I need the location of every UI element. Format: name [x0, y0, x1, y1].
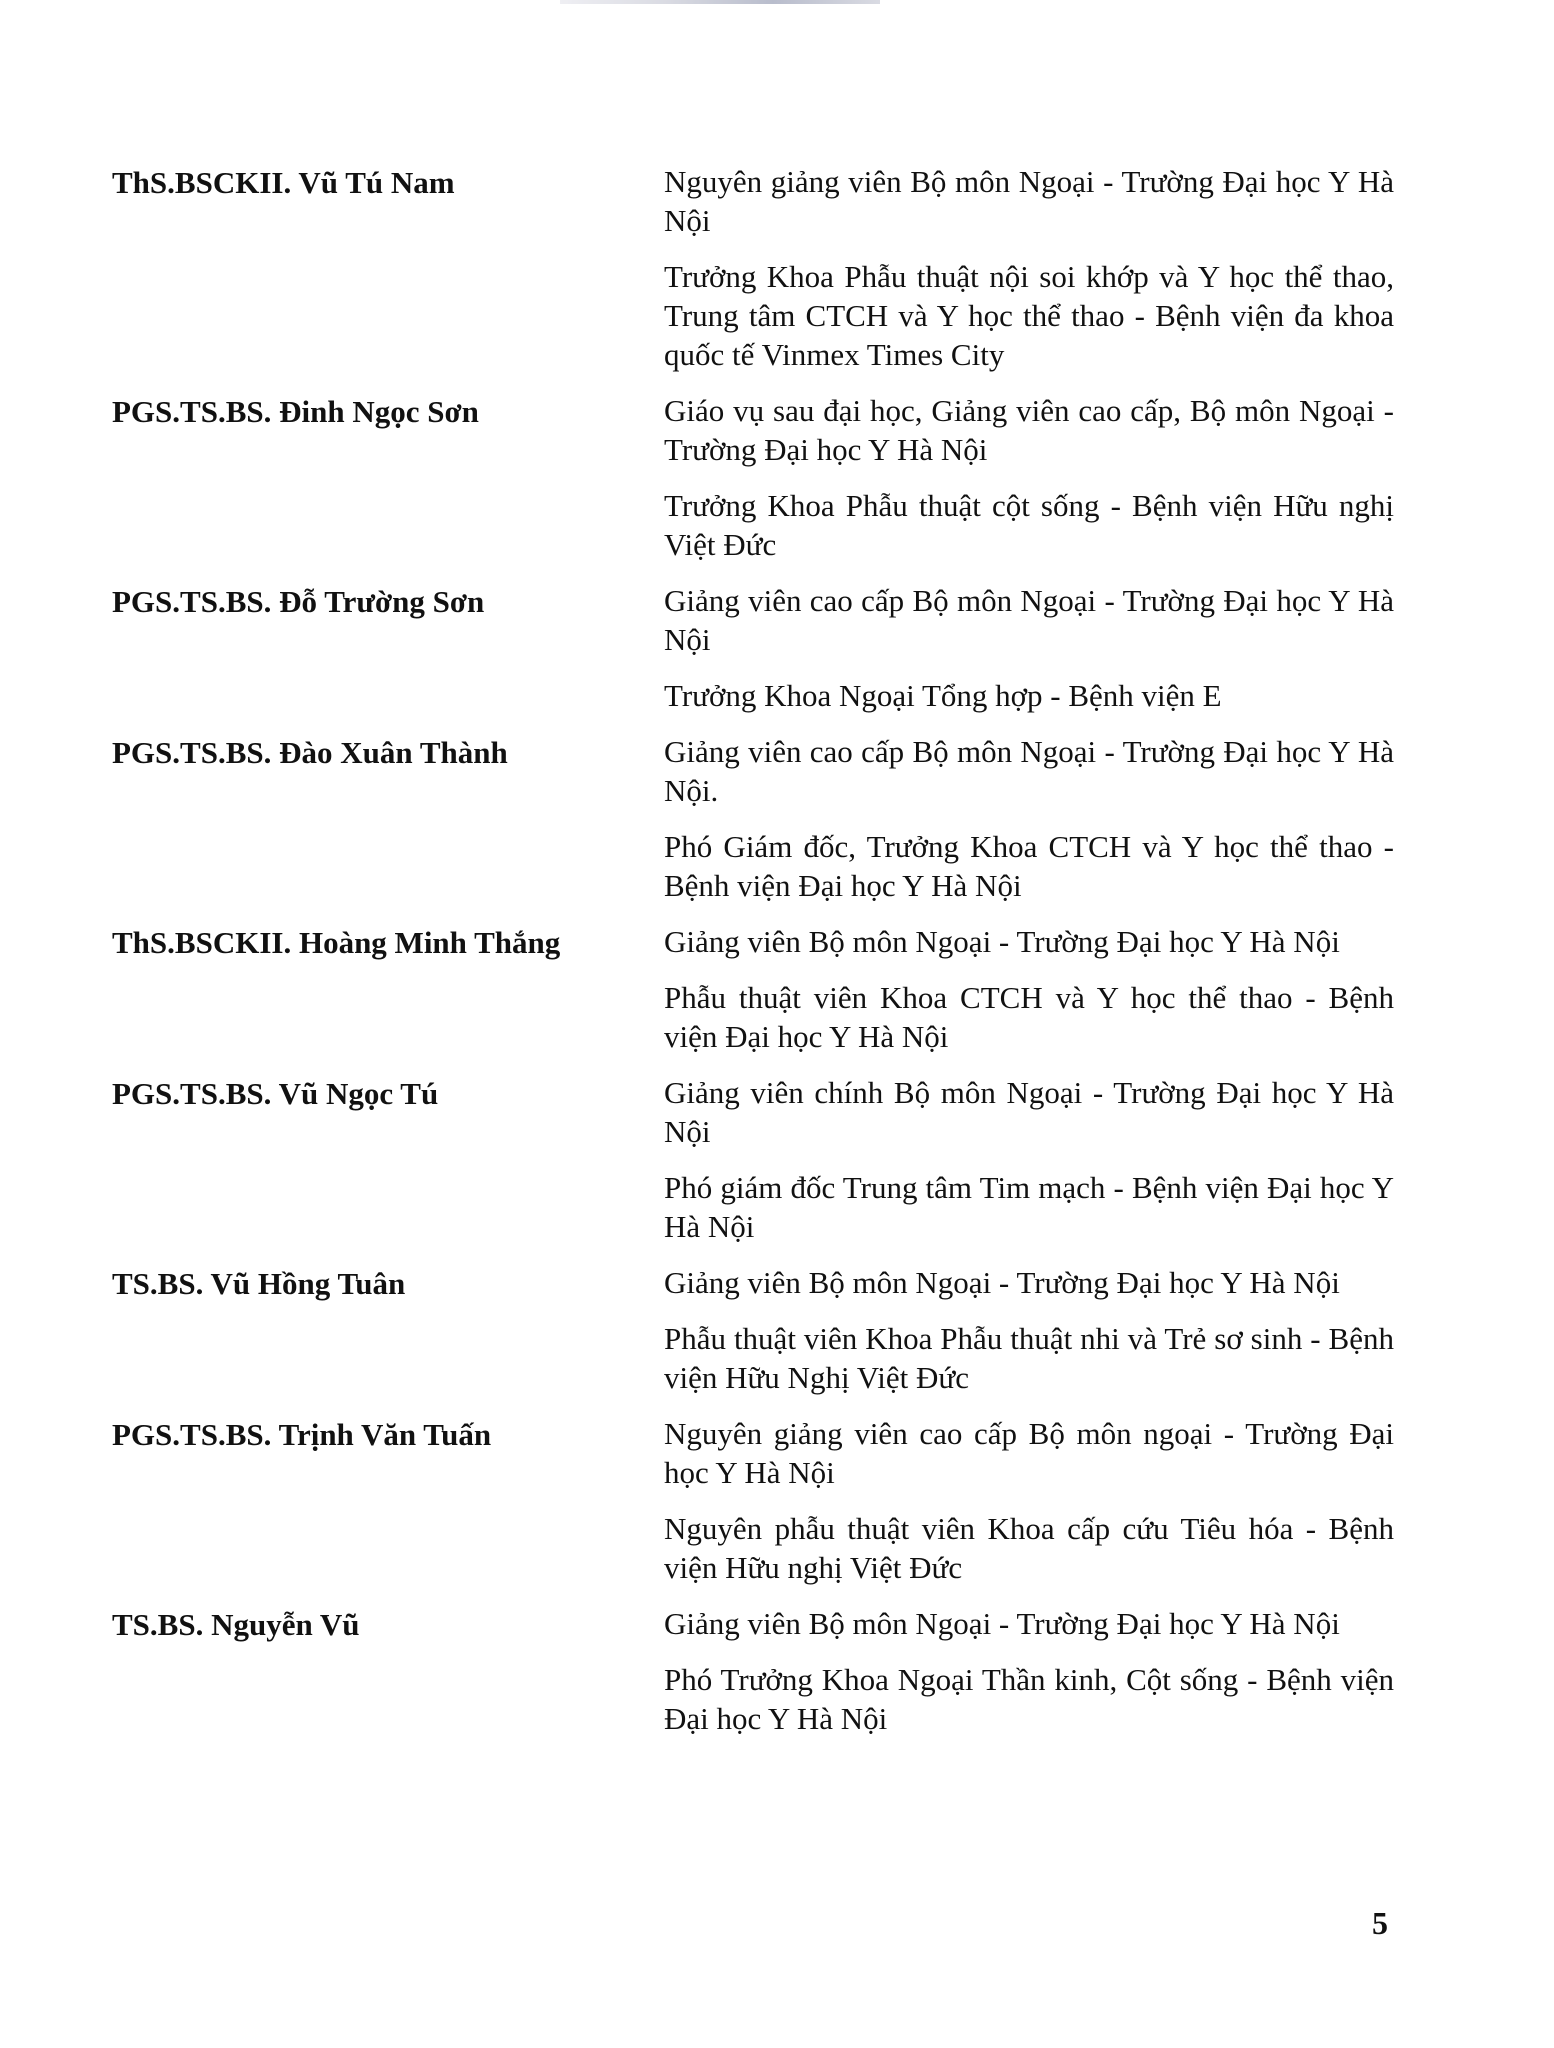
- staff-roles: [664, 1604, 1394, 1755]
- staff-role: Trưởng Khoa Phẫu thuật cột sống - Bệnh viện Hữu nghị Việt Đức: [664, 488, 1394, 562]
- staff-entry: [112, 1263, 1402, 1414]
- staff-roles: [664, 1414, 1394, 1604]
- staff-role: Trưởng Khoa Phẫu thuật nội soi khớp và Y học thể thao, Trung tâm CTCH và Y học thể thao - Bệnh viện đa khoa quốc tế Vinmex Times City: [664, 259, 1394, 372]
- staff-role: Giảng viên Bộ môn Ngoại - Trường Đại học Y Hà Nội: [664, 1265, 1340, 1300]
- staff-name: PGS.TS.BS. Đỗ Trường Sơn: [112, 584, 485, 619]
- staff-entry: [112, 391, 1402, 581]
- staff-role: Giảng viên cao cấp Bộ môn Ngoại - Trường Đại học Y Hà Nội.: [664, 734, 1394, 808]
- staff-name: TS.BS. Nguyễn Vũ: [112, 1607, 360, 1642]
- staff-role: Giảng viên Bộ môn Ngoại - Trường Đại học Y Hà Nội: [664, 924, 1340, 959]
- staff-entry: [112, 581, 1402, 732]
- staff-name: ThS.BSCKII. Hoàng Minh Thắng: [112, 925, 561, 960]
- staff-role: Phó Trưởng Khoa Ngoại Thần kinh, Cột sống - Bệnh viện Đại học Y Hà Nội: [664, 1662, 1394, 1736]
- staff-entry: [112, 1604, 1402, 1755]
- staff-name: PGS.TS.BS. Trịnh Văn Tuấn: [112, 1417, 492, 1452]
- staff-role: Trưởng Khoa Ngoại Tổng hợp - Bệnh viện E: [664, 678, 1222, 713]
- staff-role: Giảng viên cao cấp Bộ môn Ngoại - Trường Đại học Y Hà Nội: [664, 583, 1394, 657]
- staff-roles: [664, 922, 1394, 1073]
- staff-role: Giảng viên chính Bộ môn Ngoại - Trường Đại học Y Hà Nội: [664, 1075, 1394, 1149]
- staff-role: Nguyên phẫu thuật viên Khoa cấp cứu Tiêu hóa - Bệnh viện Hữu nghị Việt Đức: [664, 1511, 1394, 1585]
- staff-roles: [664, 1263, 1394, 1414]
- staff-list: [112, 162, 1402, 1755]
- page-number: 5: [1372, 1905, 1388, 1941]
- staff-roles: [664, 391, 1394, 581]
- staff-role: Phó Giám đốc, Trưởng Khoa CTCH và Y học thể thao - Bệnh viện Đại học Y Hà Nội: [664, 829, 1394, 903]
- staff-roles: [664, 732, 1394, 922]
- staff-role: Giảng viên Bộ môn Ngoại - Trường Đại học Y Hà Nội: [664, 1606, 1340, 1641]
- staff-role: Phẫu thuật viên Khoa CTCH và Y học thể thao - Bệnh viện Đại học Y Hà Nội: [664, 980, 1394, 1054]
- scan-edge-mark: [560, 0, 880, 4]
- staff-name: PGS.TS.BS. Vũ Ngọc Tú: [112, 1076, 439, 1111]
- staff-roles: [664, 1073, 1394, 1263]
- staff-role: Giáo vụ sau đại học, Giảng viên cao cấp, Bộ môn Ngoại - Trường Đại học Y Hà Nội: [664, 393, 1394, 467]
- staff-roles: [664, 162, 1394, 391]
- staff-entry: [112, 1073, 1402, 1263]
- staff-entry: [112, 162, 1402, 391]
- staff-role: Phẫu thuật viên Khoa Phẫu thuật nhi và Trẻ sơ sinh - Bệnh viện Hữu Nghị Việt Đức: [664, 1321, 1394, 1395]
- staff-name: PGS.TS.BS. Đinh Ngọc Sơn: [112, 394, 479, 429]
- staff-role: Nguyên giảng viên cao cấp Bộ môn ngoại - Trường Đại học Y Hà Nội: [664, 1416, 1394, 1490]
- staff-name: TS.BS. Vũ Hồng Tuân: [112, 1266, 406, 1301]
- staff-roles: [664, 581, 1394, 732]
- staff-entry: [112, 732, 1402, 922]
- staff-role: Nguyên giảng viên Bộ môn Ngoại - Trường Đại học Y Hà Nội: [664, 164, 1394, 238]
- staff-entry: [112, 922, 1402, 1073]
- staff-name: ThS.BSCKII. Vũ Tú Nam: [112, 165, 455, 200]
- staff-role: Phó giám đốc Trung tâm Tim mạch - Bệnh viện Đại học Y Hà Nội: [664, 1170, 1394, 1244]
- staff-entry: [112, 1414, 1402, 1604]
- staff-name: PGS.TS.BS. Đào Xuân Thành: [112, 735, 508, 770]
